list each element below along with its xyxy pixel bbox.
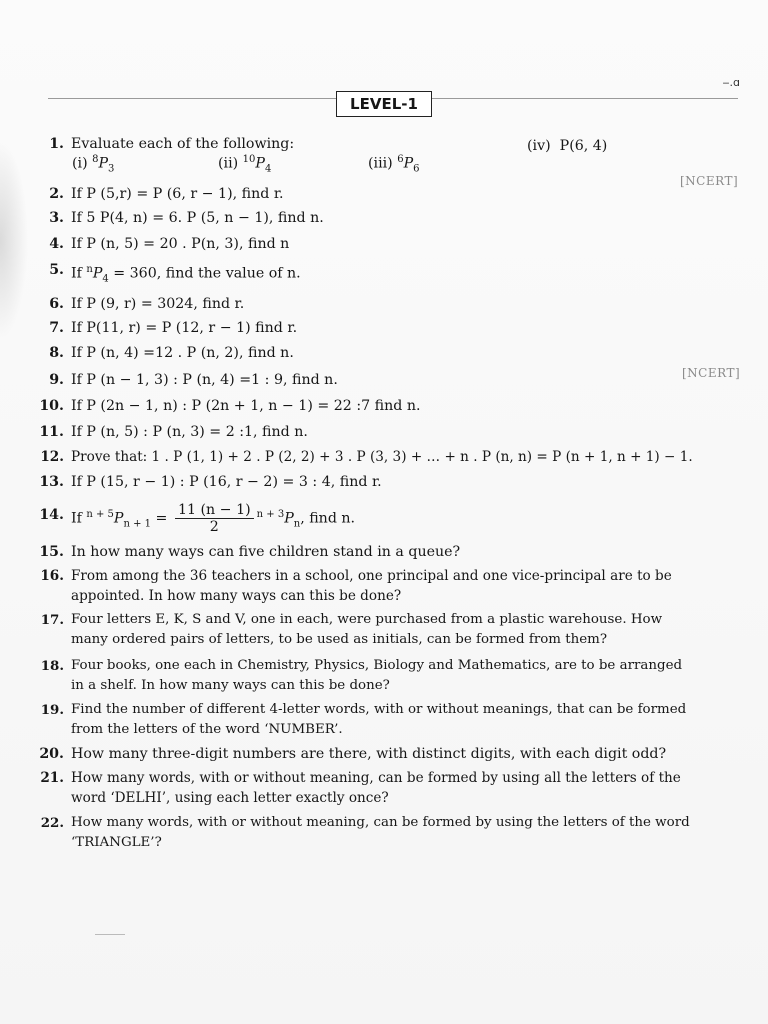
page-shadow [0, 140, 28, 340]
question-12: 12. Prove that: 1 . P (1, 1) + 2 . P (2, 2) + 3 . P (3, 3) + … + n . P (n, n) = P (n + 1, n + 1) − 1. [40, 449, 693, 465]
level-heading: LEVEL-1 [336, 91, 432, 117]
question-15: 15. In how many ways can five children stand in a queue? [39, 544, 461, 560]
fraction: $\frac{11 (n - 1)}{2}$ [175, 502, 254, 535]
question-17: 17. Four letters E, K, S and V, one in each, were purchased from a plastic warehouse. How many ordered pairs of letters, to be used as initials, can be formed from them? [40, 612, 663, 647]
question-10: 10. If P (2n − 1, n) : P (2n + 1, n − 1) = 22 :7 find n. [39, 398, 421, 414]
question-6: 6. If P (9, r) = 3024, find r. [49, 296, 245, 312]
question-9: 9. If P (n − 1, 3) : P (n, 4) =1 : 9, find n. [49, 372, 338, 388]
q1-part-iv: (iv) P(6, 4) [527, 138, 608, 154]
footer-mark [95, 934, 125, 935]
question-1 [36, 134, 748, 154]
question-13: 13. If P (15, r − 1) : P (16, r − 2) = 3 : 4, find r. [39, 474, 382, 490]
ncert-tag: [NCERT] [680, 174, 739, 188]
question-3: 3. If 5 P(4, n) = 6. P (5, n − 1), find n. [49, 210, 324, 226]
question-21: 21. How many words, with or without meaning, can be formed by using all the letters of the word ‘DELHI’, using each letter exactly once? [40, 770, 681, 806]
question-22: 22. How many words, with or without meaning, can be formed by using the letters of the word ‘TRIANGLE’? [40, 815, 690, 850]
question-5: 5. If $^nP_4 = 360$, find the value of n. [49, 262, 301, 285]
question-4: 4. If P (n, 5) = 20 . P(n, 3), find n [49, 236, 290, 252]
question-19: 19. Find the number of different 4-letter words, with or without meanings, that can be formed from the letters of the word ‘NUMBER’. [40, 702, 687, 737]
question-14: 14. If $^{n + 5}P_{n + 1}$ = $\frac{11 (n - 1)}{2}$ $^{n + 3}P_n$, find n. [39, 502, 356, 536]
question-11: 11. If P (n, 5) : P (n, 3) = 2 :1, find n. [39, 424, 308, 440]
question-7: 7. If P(11, r) = P (12, r − 1) find r. [49, 320, 298, 336]
q1-part-ii: (ii) $^{10}P_4$ [218, 154, 272, 175]
question-16: 16. From among the 36 teachers in a school, one principal and one vice-principal are to be appointed. In how many ways can this be done? [40, 568, 672, 604]
question-2: 2. If P (5,r) = P (6, r − 1), find r. [49, 186, 284, 202]
question-18: 18. Four books, one each in Chemistry, Physics, Biology and Mathematics, are to be arranged in a shelf. In how many ways can this be done? [40, 658, 683, 693]
q1-part-iii: (iii) $^6P_6$ [368, 154, 420, 175]
page-corner-mark: ‒.ɑ [722, 76, 740, 89]
question-text: Evaluate each of the following: [71, 136, 295, 152]
question-number: 1. [49, 136, 64, 152]
q1-part-i: (i) $^8P_3$ [72, 154, 115, 175]
question-20: 20. How many three-digit numbers are there, with distinct digits, with each digit odd? [39, 746, 667, 762]
ncert-tag: [NCERT] [682, 366, 741, 380]
question-8: 8. If P (n, 4) =12 . P (n, 2), find n. [49, 345, 294, 361]
